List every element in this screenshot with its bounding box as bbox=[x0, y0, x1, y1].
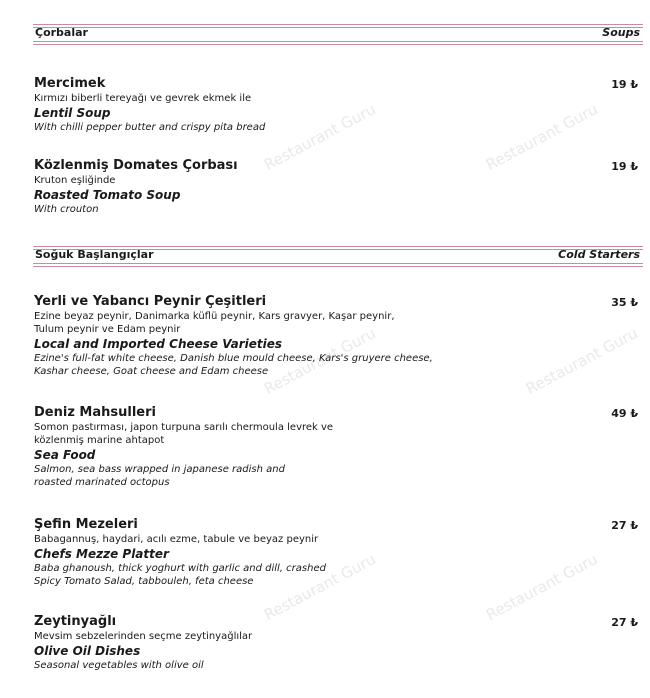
item-price: 49 ₺ bbox=[611, 407, 638, 420]
item-description-en: Kashar cheese, Goat cheese and Edam cheese bbox=[34, 366, 269, 377]
item-description-en: Baba ghanoush, thick yoghurt with garlic and dill, crashed bbox=[34, 563, 326, 574]
item-description-en: Ezine's full-fat white cheese, Danish blue mould cheese, Kars's gruyere cheese, bbox=[34, 353, 433, 364]
watermark-text: Restaurant Guru bbox=[261, 100, 379, 174]
section-title-en: Cold Starters bbox=[558, 248, 640, 261]
menu-item bbox=[34, 517, 640, 588]
item-name-en: Roasted Tomato Soup bbox=[34, 188, 181, 202]
item-description-en: With chilli pepper butter and crispy pita bread bbox=[34, 122, 266, 133]
item-description: Mevsim sebzelerinden seçme zeytinyağlılar bbox=[34, 631, 253, 642]
item-name: Közlenmiş Domates Çorbası bbox=[34, 158, 238, 173]
menu-item bbox=[34, 405, 640, 489]
item-name: Deniz Mahsulleri bbox=[34, 405, 156, 420]
item-name-en: Lentil Soup bbox=[34, 106, 111, 120]
watermark-text: Restaurant Guru bbox=[261, 324, 379, 398]
item-description-en: Spicy Tomato Salad, tabbouleh, feta cheese bbox=[34, 576, 254, 587]
section-header-soups bbox=[33, 24, 643, 42]
section-title: Soğuk Başlangıçlar bbox=[35, 248, 154, 261]
item-description: Somon pastırması, japon turpuna sarılı chermoula levrek ve bbox=[34, 422, 334, 433]
item-description: Tulum peynir ve Edam peynir bbox=[34, 324, 181, 335]
watermark-text: Restaurant Guru bbox=[523, 324, 641, 398]
section-title-en: Soups bbox=[602, 26, 640, 39]
item-description: Ezine beyaz peynir, Danimarka küflü peynir, Kars gravyer, Kaşar peynir, bbox=[34, 311, 395, 322]
item-price: 27 ₺ bbox=[611, 616, 638, 629]
item-description-en: roasted marinated octopus bbox=[34, 477, 170, 488]
item-description-en: Salmon, sea bass wrapped in japanese radish and bbox=[34, 464, 285, 475]
menu-item bbox=[34, 158, 640, 216]
item-description: Babagannuş, haydari, acılı ezme, tabule ve beyaz peynir bbox=[34, 534, 319, 545]
item-name: Zeytinyağlı bbox=[34, 614, 117, 629]
item-price: 19 ₺ bbox=[611, 160, 638, 173]
item-description: Kruton eşliğinde bbox=[34, 175, 116, 186]
section-title: Çorbalar bbox=[35, 26, 88, 39]
item-name-en: Olive Oil Dishes bbox=[34, 644, 141, 658]
item-price: 27 ₺ bbox=[611, 519, 638, 532]
menu-item bbox=[34, 294, 640, 378]
item-name-en: Local and Imported Cheese Varieties bbox=[34, 337, 283, 351]
item-name: Şefin Mezeleri bbox=[34, 517, 138, 532]
watermark-text: Restaurant Guru bbox=[483, 550, 601, 624]
menu-item bbox=[34, 614, 640, 672]
item-name: Yerli ve Yabancı Peynir Çeşitleri bbox=[34, 294, 267, 309]
item-description-en: With crouton bbox=[34, 204, 99, 215]
item-description: közlenmiş marine ahtapot bbox=[34, 435, 165, 446]
item-description: Kırmızı biberli tereyağı ve gevrek ekmek ile bbox=[34, 93, 252, 104]
watermark-text: Restaurant Guru bbox=[483, 100, 601, 174]
item-name-en: Sea Food bbox=[34, 448, 96, 462]
section-header-cold-starters bbox=[33, 246, 643, 264]
item-price: 19 ₺ bbox=[611, 78, 638, 91]
item-description-en: Seasonal vegetables with olive oil bbox=[34, 660, 204, 671]
item-price: 35 ₺ bbox=[611, 296, 638, 309]
item-name-en: Chefs Mezze Platter bbox=[34, 547, 169, 561]
menu-item bbox=[34, 76, 640, 134]
watermark-text: Restaurant Guru bbox=[261, 550, 379, 624]
item-name: Mercimek bbox=[34, 76, 106, 91]
